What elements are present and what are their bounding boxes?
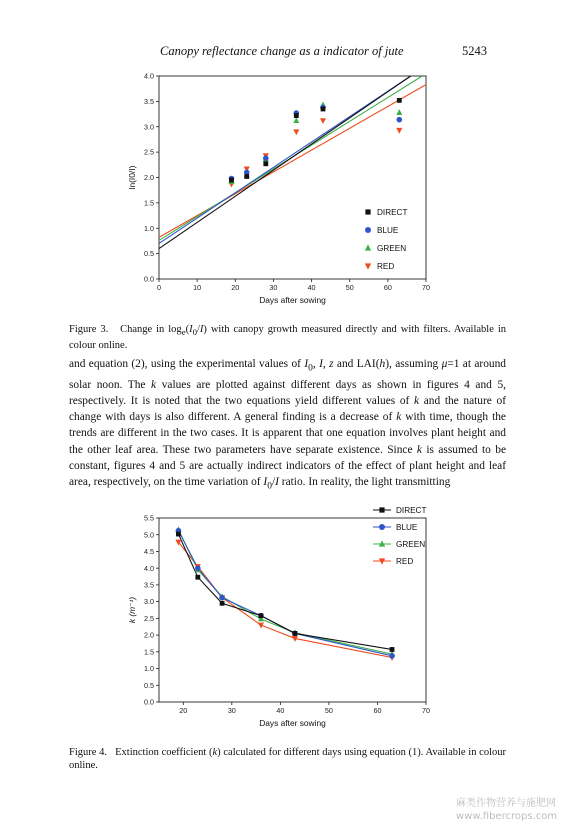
caption-label: Figure 4. xyxy=(69,747,107,758)
y-tick-label: 1.0 xyxy=(144,223,154,233)
data-point-direct xyxy=(293,631,298,636)
body-text: and LAI( xyxy=(333,358,380,370)
caption-subscript: 0 xyxy=(192,327,197,338)
symbol: k xyxy=(416,443,422,456)
legend-marker xyxy=(379,507,384,512)
body-text: ), assuming xyxy=(385,358,442,370)
series-line-green xyxy=(178,530,392,654)
body-text: and the nature of change with days is also different. A general finding is a decrease of xyxy=(69,394,507,424)
data-point-blue xyxy=(219,595,225,601)
figure-4-caption xyxy=(69,746,506,772)
y-tick-label: 3.0 xyxy=(144,597,154,607)
x-tick-label: 70 xyxy=(422,283,430,292)
caption-symbol: k xyxy=(212,747,218,758)
data-point-blue xyxy=(195,565,201,571)
legend-label: GREEN xyxy=(396,540,426,549)
symbol: μ xyxy=(441,358,448,370)
body-text: , xyxy=(312,358,320,370)
subscript: 0 xyxy=(308,363,313,374)
symbol: I xyxy=(319,358,323,370)
symbol: k xyxy=(151,378,157,391)
x-tick-label: 10 xyxy=(193,283,202,292)
symbol: I xyxy=(263,476,268,489)
body-text: values are plotted against different days as shown in figures 4 and 5, respectively. It is noted that the two equations yield different values of xyxy=(69,378,506,407)
y-tick-label: 2.0 xyxy=(144,630,154,640)
y-tick-label: 1.5 xyxy=(144,647,154,657)
legend-label: DIRECT xyxy=(377,208,408,217)
body-paragraph xyxy=(69,356,506,495)
y-tick-label: 2.5 xyxy=(144,147,154,157)
data-point-blue xyxy=(389,653,395,659)
data-point-direct xyxy=(390,647,395,652)
body-text: is assumed to be constant, figures 4 and 5 are actually indirect indicators of the effect of plant height and leaf area, respectively, on the time variation of xyxy=(69,443,506,489)
y-tick-label: 0.5 xyxy=(144,249,154,259)
caption-text: ) calculated for different days using equation (1). Available in colour online. xyxy=(69,747,506,771)
x-tick-label: 20 xyxy=(179,706,188,715)
legend-label: BLUE xyxy=(396,523,418,532)
data-point-direct xyxy=(294,113,299,118)
caption-text: / xyxy=(196,324,200,335)
caption-text: ) with canopy growth measured directly and with filters. Available in colour online. xyxy=(69,324,506,352)
body-text: and equation (2), using the experimental values of xyxy=(69,358,305,370)
data-point-direct xyxy=(321,107,326,112)
page-header xyxy=(0,44,581,62)
symbol: h xyxy=(379,358,386,370)
caption-symbol: I xyxy=(199,324,204,335)
symbol: z xyxy=(329,358,334,370)
data-point-green xyxy=(396,109,402,115)
data-point-direct xyxy=(229,178,234,183)
watermark xyxy=(456,797,557,823)
y-tick-label: 3.5 xyxy=(144,580,154,590)
figure-3-chart xyxy=(0,64,581,320)
caption-text: Extinction coefficient ( xyxy=(115,747,213,758)
y-tick-label: 2.0 xyxy=(144,173,154,183)
figure-4-chart xyxy=(0,496,581,742)
x-tick-label: 20 xyxy=(231,283,240,292)
x-tick-label: 0 xyxy=(157,283,161,292)
x-tick-label: 60 xyxy=(373,706,382,715)
legend-marker xyxy=(379,524,385,530)
x-axis-label: Days after sowing xyxy=(259,295,326,305)
body-text: ratio. In reality, the light transmitting xyxy=(278,476,451,489)
data-point-red xyxy=(320,118,326,124)
watermark-line: 麻类作物营养与施肥网 xyxy=(456,798,556,809)
data-point-red xyxy=(396,128,402,134)
series-line-blue xyxy=(178,531,392,656)
x-tick-label: 60 xyxy=(383,283,392,292)
y-tick-label: 3.0 xyxy=(144,122,154,132)
data-point-direct xyxy=(220,601,225,606)
body-text: =1 at around solar noon. The xyxy=(69,358,507,391)
body-text: with time, though the trends are different in the two cases. It is apparent that one equation involves plant height and the other leaf area. These two parameters have separate existence. Since xyxy=(69,411,506,456)
series-line-direct xyxy=(178,534,392,649)
data-point-direct xyxy=(244,174,249,179)
x-axis-label: Days after sowing xyxy=(259,718,326,728)
symbol: I xyxy=(304,358,309,370)
y-tick-label: 0.0 xyxy=(144,274,154,284)
y-tick-label: 4.5 xyxy=(144,547,154,557)
data-point-direct xyxy=(259,613,264,618)
legend-marker xyxy=(365,209,370,214)
fit-line-direct xyxy=(159,76,411,249)
legend-label: BLUE xyxy=(377,226,399,235)
y-tick-label: 0.5 xyxy=(144,680,154,690)
legend-label: GREEN xyxy=(377,244,407,253)
x-tick-label: 40 xyxy=(307,283,316,292)
legend-label: RED xyxy=(377,262,395,271)
legend-marker xyxy=(365,227,371,233)
y-tick-label: 3.5 xyxy=(144,96,154,106)
y-tick-label: 4.0 xyxy=(144,71,154,81)
running-title: Canopy reflectance change as a indicator of jute xyxy=(160,44,404,58)
legend-label: RED xyxy=(396,557,414,566)
x-tick-label: 40 xyxy=(276,706,285,715)
data-point-direct xyxy=(195,575,200,580)
data-point-blue xyxy=(397,117,403,123)
caption-subscript: e xyxy=(181,327,186,338)
caption-text: ( xyxy=(185,324,190,335)
series-line-red xyxy=(178,542,392,657)
x-tick-label: 30 xyxy=(269,283,278,292)
caption-label: Figure 3. xyxy=(69,324,109,335)
symbol: k xyxy=(414,394,420,407)
x-tick-label: 50 xyxy=(345,283,354,292)
fit-line-blue xyxy=(159,76,411,243)
symbol: k xyxy=(396,411,402,424)
symbol: I xyxy=(275,476,279,489)
subscript: 0 xyxy=(267,481,272,492)
data-point-blue xyxy=(263,155,269,161)
y-tick-label: 5.5 xyxy=(144,513,154,523)
y-tick-label: 0.0 xyxy=(144,697,154,707)
data-point-direct xyxy=(263,161,268,166)
figure-3-caption xyxy=(69,323,506,352)
data-point-red xyxy=(293,129,299,135)
legend-marker xyxy=(365,244,371,250)
watermark-url: www.fibercrops.com xyxy=(456,811,558,822)
plot-frame xyxy=(159,518,426,702)
y-tick-label: 2.5 xyxy=(144,613,154,623)
x-tick-label: 70 xyxy=(422,706,430,715)
y-tick-label: 4.0 xyxy=(144,563,154,573)
y-tick-label: 5.0 xyxy=(144,530,154,540)
x-tick-label: 50 xyxy=(324,706,333,715)
y-tick-label: 1.0 xyxy=(144,664,154,674)
data-point-direct xyxy=(397,98,402,103)
x-tick-label: 30 xyxy=(227,706,236,715)
body-text: , xyxy=(322,358,330,370)
page-number: 5243 xyxy=(462,44,487,58)
legend-label: DIRECT xyxy=(396,506,427,515)
y-tick-label: 1.5 xyxy=(144,198,154,208)
y-axis-label: k (m⁻¹) xyxy=(127,596,137,624)
legend-marker xyxy=(365,263,371,269)
y-axis-label: ln(I0/I) xyxy=(127,165,137,190)
body-text: / xyxy=(271,476,276,489)
caption-symbol: I xyxy=(189,324,193,335)
data-point-direct xyxy=(176,532,181,537)
data-point-green xyxy=(293,117,299,123)
caption-text: Change in log xyxy=(120,324,182,335)
